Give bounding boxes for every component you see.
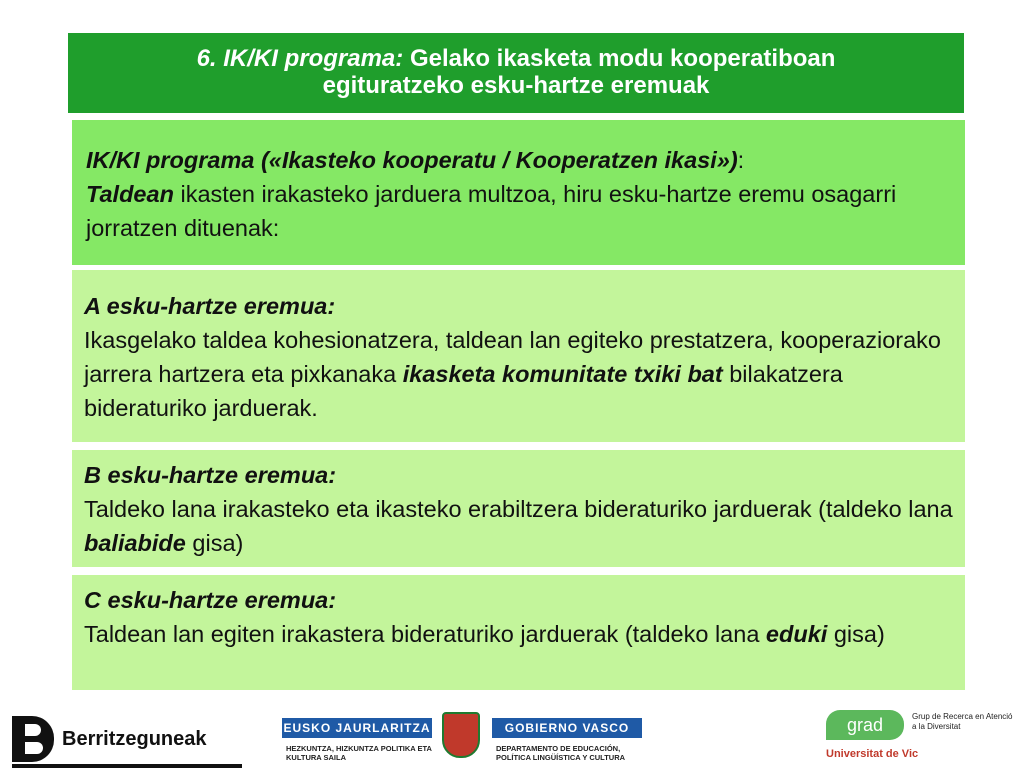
berritzeguneak-logo bbox=[12, 716, 242, 762]
area-a-emphasis: ikasketa komunitate txiki bat bbox=[402, 361, 723, 387]
area-c-text-1: Taldean lan egiten irakastera bideraturiko jarduerak (taldeko lana bbox=[84, 621, 766, 647]
basque-government-logo bbox=[282, 712, 642, 766]
intro-text: ikasten irakasteko jarduera multzoa, hiru esku-hartze eremu osagarri jorratzen dituenak: bbox=[86, 181, 897, 241]
area-a-heading: A esku-hartze eremua: bbox=[84, 293, 336, 319]
area-c-text-2: gisa) bbox=[827, 621, 885, 647]
area-c-emphasis: eduki bbox=[765, 621, 828, 647]
area-b-text-2: gisa) bbox=[185, 530, 244, 556]
title-rest: Gelako ikasketa modu kooperatiboan bbox=[403, 45, 836, 72]
grad-group-label: Grup de Recerca en Atenció a la Diversitat bbox=[912, 712, 1013, 731]
title-line-2: egituratzeko esku-hartze eremuak bbox=[322, 72, 710, 99]
taldean-word: Taldean bbox=[86, 181, 174, 207]
area-a-box bbox=[72, 270, 965, 442]
program-colon: : bbox=[737, 147, 745, 173]
grad-logo bbox=[826, 710, 1016, 766]
eusko-jaurlaritza-label: EUSKO JAURLARITZA bbox=[282, 718, 432, 738]
area-b-emphasis: baliabide bbox=[84, 530, 186, 556]
coat-of-arms-icon bbox=[442, 712, 480, 758]
program-name: IK/KI programa («Ikasteko kooperatu / Kooperatzen ikasi») bbox=[86, 147, 738, 173]
logo-rule bbox=[12, 764, 242, 768]
area-b-box bbox=[72, 450, 965, 567]
grad-pill: grad bbox=[826, 710, 904, 740]
area-c-heading: C esku-hartze eremua: bbox=[84, 587, 337, 613]
title-line-1 bbox=[68, 45, 964, 72]
area-b-text-1: Taldeko lana irakasteko eta ikasteko erabiltzera bideraturiko jarduerak (taldeko lana bbox=[84, 496, 953, 522]
intro-box bbox=[72, 120, 965, 265]
area-a-text-1: Ikasgelako taldea kohesionatzera, taldean lan egiteko prestatzera, kooperaziorako jarrera hartzera eta pixkanaka bbox=[84, 327, 941, 387]
gobierno-vasco-label: GOBIERNO VASCO bbox=[492, 718, 642, 738]
eusko-department-label: HEZKUNTZA, HIZKUNTZA POLITIKA ETA KULTURA SAILA bbox=[286, 744, 432, 762]
gobierno-department-label: DEPARTAMENTO DE EDUCACIÓN, POLÍTICA LINGÜÍSTICA Y CULTURA bbox=[496, 744, 626, 762]
berritzeguneak-wordmark: Berritzeguneak bbox=[62, 728, 207, 750]
berritzeguneak-mark-icon bbox=[12, 716, 54, 762]
universitat-label: Universitat de Vic bbox=[826, 748, 919, 760]
area-b-heading: B esku-hartze eremua: bbox=[84, 462, 337, 488]
slide-title bbox=[68, 33, 964, 113]
area-a-text-2: bilakatzera bideraturiko jarduerak. bbox=[84, 361, 843, 421]
area-c-box bbox=[72, 575, 965, 690]
footer bbox=[0, 700, 1024, 768]
title-lead: 6. IK/KI programa: bbox=[196, 45, 404, 72]
